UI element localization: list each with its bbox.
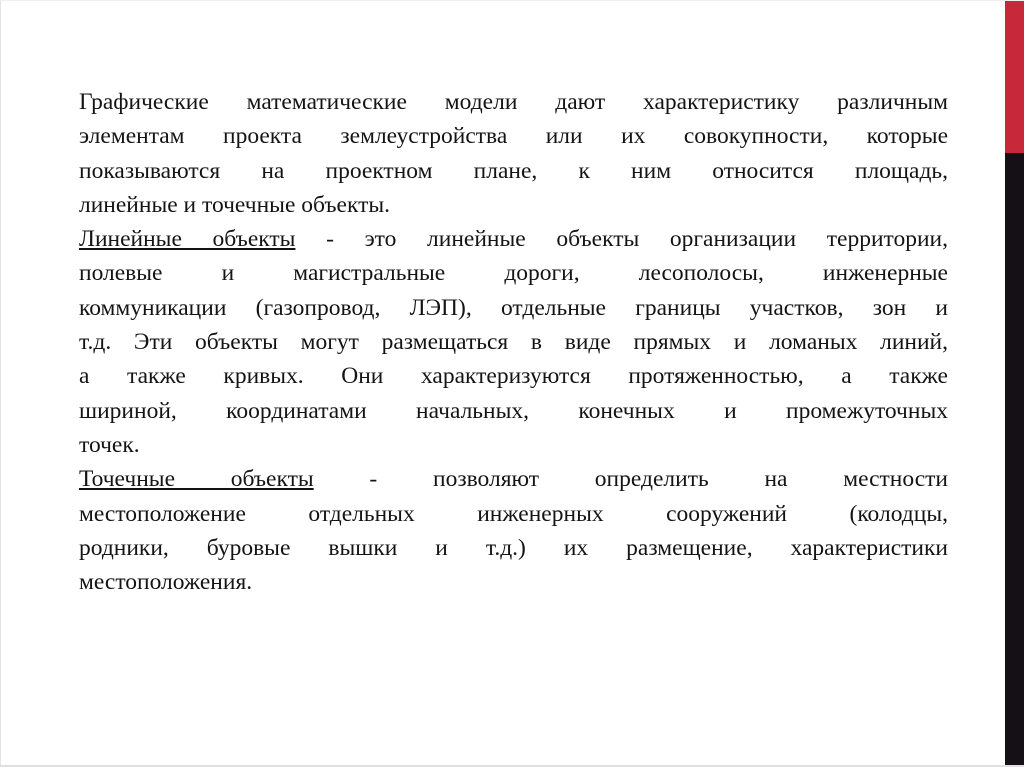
text-line-rest: - это линейные объекты организации территории, bbox=[295, 226, 949, 253]
paragraph-linear-objects bbox=[79, 222, 948, 462]
underlined-term: Линейные объекты bbox=[79, 226, 296, 253]
text-line: местоположения. bbox=[79, 569, 253, 596]
text-line: шириной, координатами начальных, конечных и промежуточных bbox=[79, 397, 948, 424]
text-line: а также кривых. Они характеризуются протяженностью, а также bbox=[79, 363, 948, 390]
text-line: т.д. Эти объекты могут размещаться в виде прямых и ломаных линий, bbox=[79, 329, 948, 356]
text-line: родники, буровые вышки и т.д.) их размещение, характеристики bbox=[79, 534, 948, 561]
slide-text-block bbox=[79, 85, 948, 599]
text-line: линейные и точечные объекты. bbox=[79, 191, 391, 218]
stripe-red-segment bbox=[1005, 1, 1024, 153]
text-line: местоположение отдельных инженерных сооружений (колодцы, bbox=[79, 500, 948, 527]
stripe-black-segment bbox=[1005, 153, 1024, 767]
underlined-term: Точечные объекты bbox=[79, 466, 314, 493]
text-line: коммуникации (газопровод, ЛЭП), отдельные границы участков, зон и bbox=[79, 294, 948, 321]
text-line: Графические математические модели дают характеристику различным bbox=[79, 89, 948, 115]
text-line: полевые и магистральные дороги, лесополосы, инженерные bbox=[79, 260, 948, 287]
text-line bbox=[79, 222, 948, 256]
text-line: элементам проекта землеустройства или их совокупности, которые bbox=[79, 123, 948, 150]
side-accent-stripe bbox=[1005, 1, 1024, 767]
text-line bbox=[79, 462, 948, 496]
text-line-rest: - позволяют определить на местности bbox=[313, 466, 948, 493]
text-line: точек. bbox=[79, 431, 140, 458]
paragraph-intro bbox=[79, 85, 948, 222]
text-line: показываются на проектном плане, к ним относится площадь, bbox=[79, 157, 948, 184]
paragraph-point-objects bbox=[79, 462, 948, 599]
